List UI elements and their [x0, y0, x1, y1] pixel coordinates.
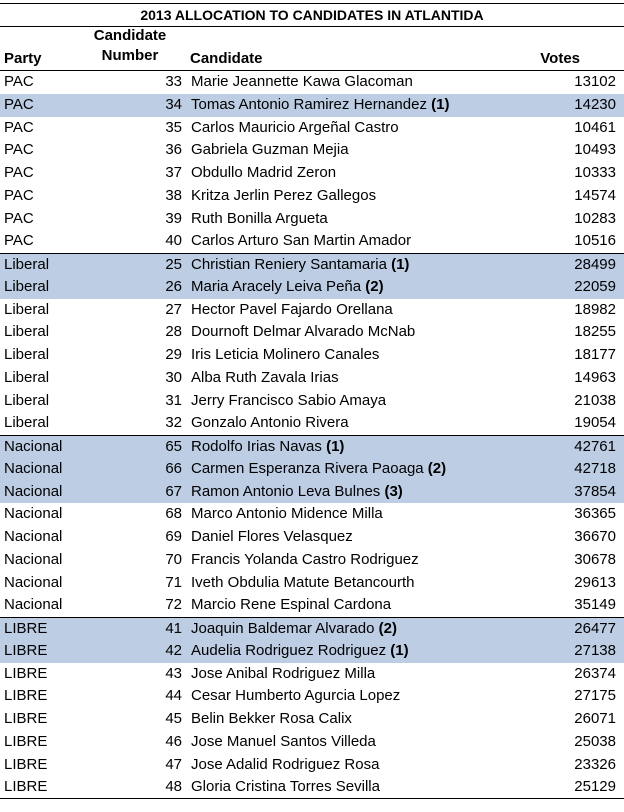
table-row	[0, 776, 624, 799]
cell-votes: 42718	[574, 459, 616, 477]
cell-candidate	[191, 594, 391, 617]
cell-votes: 26477	[574, 620, 616, 637]
table-row	[0, 299, 624, 322]
cell-party: LIBRE	[4, 778, 48, 796]
candidate-name: Hector Pavel Fajardo Orellana	[191, 300, 393, 318]
seat-rank-mark: (3)	[384, 482, 403, 500]
candidate-name: Carmen Esperanza Rivera Paoaga	[191, 459, 424, 477]
seat-rank-mark: (1)	[390, 641, 409, 659]
table-row	[0, 754, 624, 777]
table-row	[0, 708, 624, 731]
table-row	[0, 139, 624, 162]
cell-votes: 22059	[574, 277, 616, 295]
candidate-name: Belin Bekker Rosa Calix	[191, 710, 352, 727]
cell-candidate	[191, 776, 380, 799]
cell-votes: 10461	[574, 118, 616, 136]
cell-number: 26	[165, 277, 182, 295]
cell-party: PAC	[4, 232, 34, 250]
cell-number: 47	[165, 755, 182, 773]
cell-party: Nacional	[4, 573, 63, 591]
candidate-name: Christian Reniery Santamaria	[191, 256, 387, 273]
cell-candidate	[191, 185, 376, 208]
cell-party: LIBRE	[4, 732, 48, 750]
cell-number: 36	[165, 141, 182, 159]
cell-party: PAC	[4, 141, 34, 159]
cell-number: 43	[165, 664, 182, 682]
cell-votes: 35149	[574, 596, 616, 614]
candidate-name: Joaquin Baldemar Alvarado	[191, 620, 375, 637]
seat-rank-mark: (2)	[365, 277, 384, 295]
cell-party: PAC	[4, 118, 34, 136]
candidate-name: Marcio Rene Espinal Cardona	[191, 596, 392, 614]
candidate-name: Cesar Humberto Agurcia Lopez	[191, 687, 401, 705]
cell-party: Liberal	[4, 346, 50, 363]
cell-number: 46	[165, 732, 182, 750]
cell-party: Liberal	[4, 277, 50, 295]
cell-number: 30	[165, 368, 182, 386]
candidate-name: Obdullo Madrid Zeron	[191, 164, 337, 181]
cell-party: Nacional	[4, 528, 63, 545]
cell-votes: 36670	[574, 528, 616, 545]
table-row	[0, 71, 624, 94]
cell-party: LIBRE	[4, 687, 48, 705]
cell-votes: 19054	[574, 414, 616, 432]
table-title: 2013 ALLOCATION TO CANDIDATES IN ATLANTIDA	[0, 3, 624, 27]
cell-candidate	[191, 321, 415, 344]
cell-candidate	[191, 208, 328, 231]
cell-number: 68	[165, 505, 182, 523]
cell-party: Liberal	[4, 300, 50, 318]
cell-votes: 29613	[574, 573, 616, 591]
cell-number: 67	[165, 482, 182, 500]
cell-party: PAC	[4, 73, 34, 90]
cell-number: 41	[165, 620, 182, 637]
header-candidate: Candidate	[190, 50, 263, 67]
cell-party: Liberal	[4, 256, 50, 273]
cell-candidate	[191, 367, 339, 390]
cell-party: Nacional	[4, 482, 63, 500]
cell-candidate	[191, 254, 409, 277]
cell-votes: 10493	[574, 141, 616, 159]
table-row	[0, 412, 624, 435]
cell-candidate	[191, 390, 386, 413]
cell-candidate	[191, 503, 383, 526]
table-row	[0, 344, 624, 367]
cell-candidate	[191, 526, 353, 549]
cell-candidate	[191, 117, 399, 140]
cell-votes: 10516	[574, 232, 616, 250]
candidate-name: Iveth Obdulia Matute Betancourth	[191, 573, 415, 591]
cell-number: 66	[165, 459, 182, 477]
cell-party: Liberal	[4, 391, 50, 409]
seat-rank-mark: (1)	[431, 95, 450, 113]
cell-party: Nacional	[4, 505, 63, 523]
cell-party: Nacional	[4, 459, 63, 477]
candidate-name: Gonzalo Antonio Rivera	[191, 414, 349, 432]
cell-candidate	[191, 708, 352, 731]
cell-party: LIBRE	[4, 620, 48, 637]
cell-number: 34	[165, 95, 182, 113]
candidate-name: Carlos Arturo San Martin Amador	[191, 232, 412, 250]
cell-party: Liberal	[4, 414, 50, 432]
cell-number: 71	[165, 573, 182, 591]
cell-candidate	[191, 663, 375, 686]
cell-votes: 13102	[574, 73, 616, 90]
cell-number: 69	[165, 528, 182, 545]
table-row	[0, 230, 624, 253]
candidate-name: Marco Antonio Midence Milla	[191, 505, 383, 523]
candidate-name: Alba Ruth Zavala Irias	[191, 368, 339, 386]
cell-candidate	[191, 412, 349, 435]
cell-number: 44	[165, 687, 182, 705]
cell-votes: 18255	[574, 323, 616, 341]
candidate-name: Jose Manuel Santos Villeda	[191, 732, 376, 750]
header-candidate-number	[90, 26, 170, 66]
cell-votes: 30678	[574, 550, 616, 568]
table-row	[0, 185, 624, 208]
table-row	[0, 731, 624, 754]
table-header	[0, 26, 624, 71]
cell-number: 32	[165, 414, 182, 432]
cell-votes: 18177	[574, 346, 616, 363]
candidate-name: Ruth Bonilla Argueta	[191, 209, 328, 227]
cell-number: 31	[165, 391, 182, 409]
cell-party: PAC	[4, 209, 34, 227]
cell-candidate	[191, 344, 379, 367]
cell-number: 39	[165, 209, 182, 227]
table-row	[0, 162, 624, 185]
candidate-name: Jerry Francisco Sabio Amaya	[191, 391, 387, 409]
cell-party: Nacional	[4, 438, 63, 455]
cell-number: 72	[165, 596, 182, 614]
cell-votes: 14574	[574, 186, 616, 204]
cell-votes: 26071	[574, 710, 616, 727]
cell-candidate	[191, 481, 403, 504]
cell-number: 48	[165, 778, 182, 796]
cell-party: Liberal	[4, 323, 50, 341]
cell-party: LIBRE	[4, 641, 48, 659]
candidate-name: Marie Jeannette Kawa Glacoman	[191, 73, 413, 90]
cell-votes: 36365	[574, 505, 616, 523]
cell-party: Liberal	[4, 368, 50, 386]
table-row	[0, 594, 624, 617]
cell-party: Nacional	[4, 550, 63, 568]
cell-votes: 27138	[574, 641, 616, 659]
table-row	[0, 94, 624, 117]
seat-rank-mark: (2)	[378, 620, 397, 637]
cell-candidate	[191, 162, 336, 185]
cell-candidate	[191, 436, 344, 459]
table-row	[0, 572, 624, 595]
cell-number: 42	[165, 641, 182, 659]
cell-number: 38	[165, 186, 182, 204]
cell-number: 25	[165, 256, 182, 273]
seat-rank-mark: (1)	[391, 256, 410, 273]
candidate-name: Maria Aracely Leiva Peña	[191, 277, 362, 295]
cell-candidate	[191, 731, 376, 754]
cell-party: Nacional	[4, 596, 63, 614]
table-body	[0, 71, 624, 799]
table-row	[0, 503, 624, 526]
cell-number: 40	[165, 232, 182, 250]
cell-candidate	[191, 754, 379, 777]
cell-candidate	[191, 458, 446, 481]
cell-candidate	[191, 71, 413, 94]
seat-rank-mark: (1)	[326, 438, 345, 455]
candidate-name: Ramon Antonio Leva Bulnes	[191, 482, 381, 500]
candidate-name: Gabriela Guzman Mejia	[191, 141, 349, 159]
cell-candidate	[191, 640, 409, 663]
cell-candidate	[191, 94, 449, 117]
cell-votes: 26374	[574, 664, 616, 682]
candidate-name: Iris Leticia Molinero Canales	[191, 346, 380, 363]
table-row	[0, 481, 624, 504]
cell-candidate	[191, 549, 419, 572]
cell-number: 27	[165, 300, 182, 318]
cell-candidate	[191, 572, 414, 595]
cell-party: PAC	[4, 95, 34, 113]
cell-number: 33	[165, 73, 182, 90]
candidate-name: Audelia Rodriguez Rodriguez	[191, 641, 387, 659]
table-row	[0, 549, 624, 572]
cell-party: PAC	[4, 186, 34, 204]
table-row	[0, 526, 624, 549]
candidate-name: Daniel Flores Velasquez	[191, 528, 353, 545]
cell-candidate	[191, 685, 400, 708]
cell-number: 28	[165, 323, 182, 341]
candidate-name: Jose Anibal Rodriguez Milla	[191, 664, 376, 682]
cell-votes: 18982	[574, 300, 616, 318]
cell-votes: 10283	[574, 209, 616, 227]
candidate-name: Kritza Jerlin Perez Gallegos	[191, 186, 377, 204]
table-row	[0, 640, 624, 663]
cell-candidate	[191, 139, 349, 162]
candidate-name: Francis Yolanda Castro Rodriguez	[191, 550, 419, 568]
table-row	[0, 435, 624, 458]
table-row	[0, 117, 624, 140]
candidate-name: Gloria Cristina Torres Sevilla	[191, 778, 380, 796]
cell-number: 70	[165, 550, 182, 568]
table-row	[0, 253, 624, 276]
candidate-name: Dournoft Delmar Alvarado McNab	[191, 323, 416, 341]
header-party: Party	[4, 50, 42, 67]
header-number-line2: Number	[101, 47, 159, 64]
cell-candidate	[191, 230, 411, 253]
cell-candidate	[191, 276, 384, 299]
cell-votes: 10333	[574, 164, 616, 181]
cell-votes: 25038	[574, 732, 616, 750]
cell-party: LIBRE	[4, 664, 48, 682]
cell-number: 65	[165, 438, 182, 455]
seat-rank-mark: (2)	[427, 459, 447, 477]
table-row	[0, 208, 624, 231]
cell-votes: 28499	[574, 256, 616, 273]
cell-votes: 14230	[574, 95, 616, 113]
table-row	[0, 276, 624, 299]
cell-party: LIBRE	[4, 755, 48, 773]
cell-votes: 23326	[574, 755, 616, 773]
candidate-name: Jose Adalid Rodriguez Rosa	[191, 755, 380, 773]
cell-party: PAC	[4, 164, 34, 181]
cell-candidate	[191, 299, 393, 322]
cell-number: 35	[165, 118, 182, 136]
cell-number: 45	[165, 710, 182, 727]
cell-votes: 42761	[574, 438, 616, 455]
table-row	[0, 617, 624, 640]
candidate-name: Rodolfo Irias Navas	[191, 438, 322, 455]
table-row	[0, 367, 624, 390]
cell-number: 29	[165, 346, 182, 363]
table-row	[0, 663, 624, 686]
candidate-name: Tomas Antonio Ramirez Hernandez	[191, 95, 427, 113]
cell-votes: 27175	[574, 687, 616, 705]
table-row	[0, 321, 624, 344]
table-row	[0, 458, 624, 481]
cell-votes: 21038	[574, 391, 616, 409]
cell-votes: 14963	[574, 368, 616, 386]
table-row	[0, 390, 624, 413]
table-row	[0, 685, 624, 708]
cell-party: LIBRE	[4, 710, 48, 727]
cell-number: 37	[165, 164, 182, 181]
candidate-name: Carlos Mauricio Argeñal Castro	[191, 118, 399, 136]
header-votes: Votes	[540, 50, 580, 67]
cell-candidate	[191, 618, 397, 641]
cell-votes: 37854	[574, 482, 616, 500]
header-number-line1: Candidate	[93, 27, 167, 44]
cell-votes: 25129	[574, 778, 616, 796]
